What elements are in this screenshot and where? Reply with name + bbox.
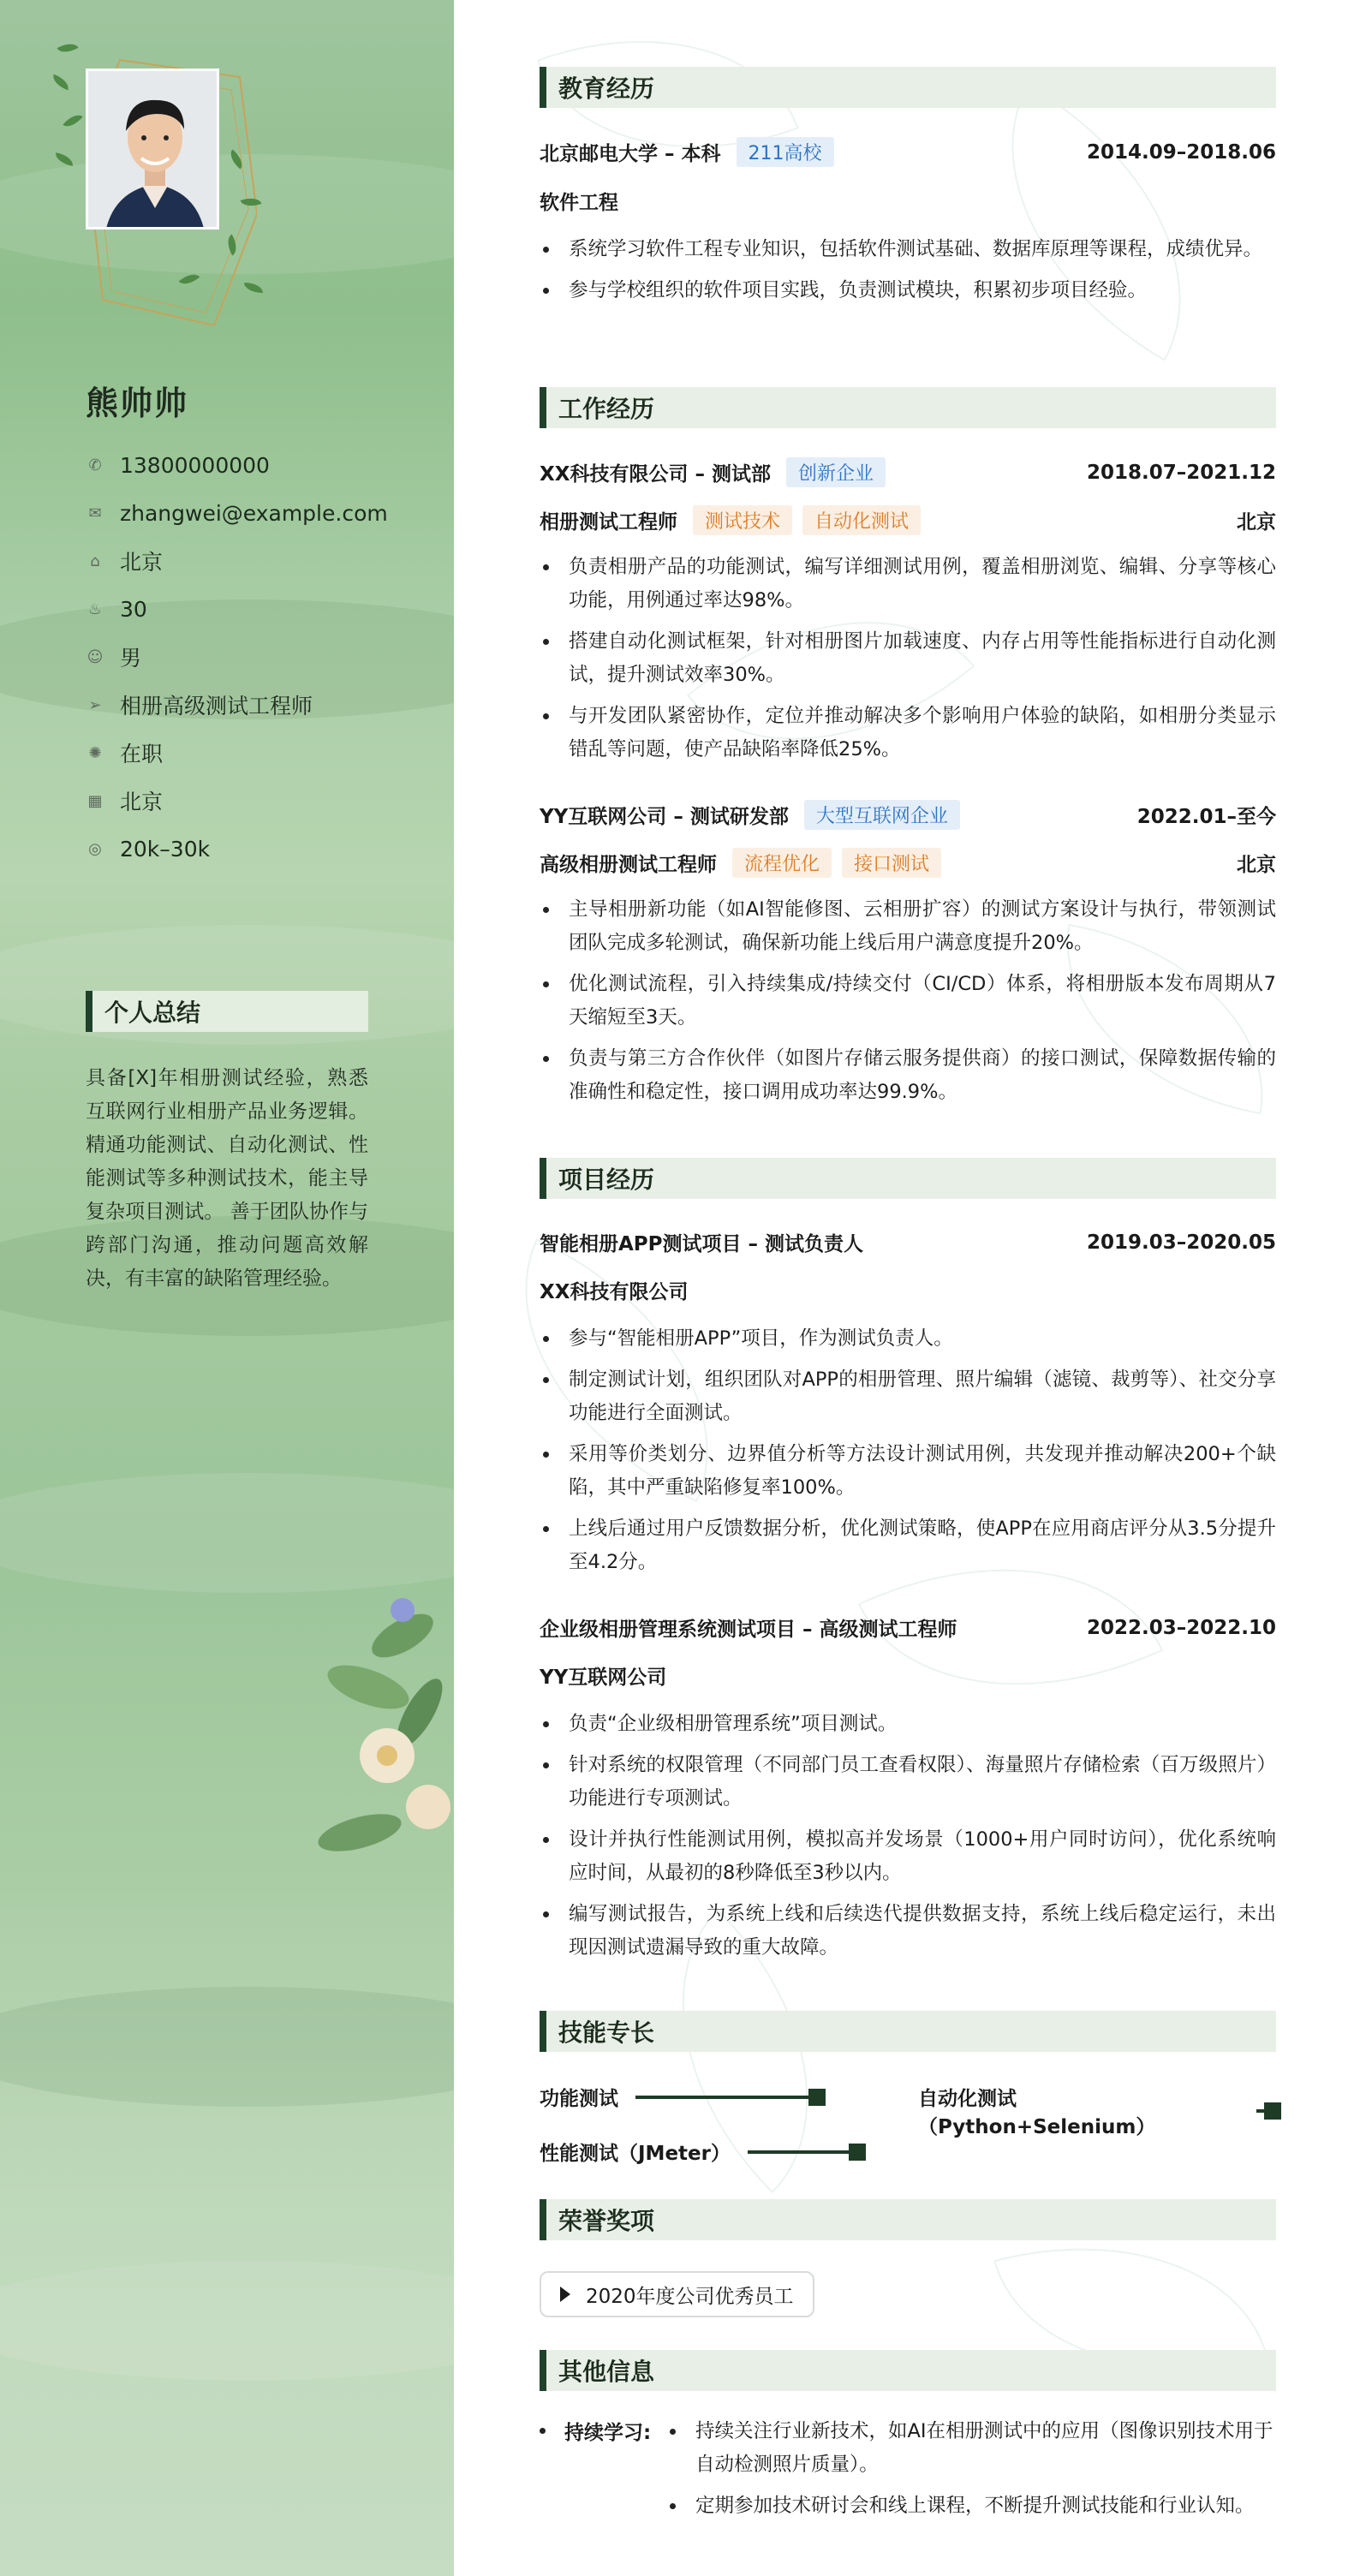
list-item: 系统学习软件工程专业知识，包括软件测试基础、数据库原理等课程，成绩优异。 — [540, 233, 1276, 266]
other-heading: 其他信息 — [540, 2350, 1276, 2391]
skill-level-bar — [748, 2150, 861, 2154]
skill-knob — [1264, 2102, 1281, 2120]
list-item: 负责相册产品的功能测试，编写详细测试用例，覆盖相册浏览、编辑、分享等核心功能，用例通过率达98%。 — [540, 551, 1276, 617]
job-bullets — [540, 551, 1276, 774]
building-icon: ▦ — [87, 791, 103, 810]
flower-decoration-icon — [308, 1584, 454, 1867]
leaf-icon — [57, 39, 78, 57]
job-company-row — [540, 800, 1276, 830]
job-company: XX科技有限公司 – 测试部 — [540, 463, 771, 486]
skills-heading: 技能专长 — [540, 2011, 1276, 2052]
leaf-icon — [51, 75, 72, 91]
contact-info-list — [86, 441, 388, 873]
role-tag: 自动化测试 — [802, 505, 921, 535]
education-heading: 教育经历 — [540, 67, 1276, 108]
job-date: 2022.01–至今 — [1136, 806, 1276, 828]
job-bullets — [540, 893, 1276, 1117]
skill-item — [540, 2138, 861, 2166]
summary-text: 具备[X]年相册测试经验，熟悉互联网行业相册产品业务逻辑。 精通功能测试、自动化测试、性能测试等多种测试技术，能主导复杂项目测试。 善于团队协作与跨部门沟通，推动问题高效解决，有丰富的缺陷管理经验。 — [86, 1067, 368, 1290]
list-item: 主导相册新功能（如AI智能修图、云相册扩容）的测试方案设计与执行，带领测试团队完成多轮测试，确保新功能上线后用户满意度提升20%。 — [540, 893, 1276, 960]
project-date: 2022.03–2022.10 — [1086, 1616, 1276, 1639]
skill-level-bar — [1256, 2109, 1276, 2113]
avatar — [86, 69, 219, 230]
project-row — [540, 1613, 1276, 1642]
mail-icon: ✉ — [88, 504, 102, 522]
other-label: 持续学习: — [540, 2417, 651, 2445]
job-role: 高级相册测试工程师 — [540, 854, 717, 876]
list-item: 编写测试报告，为系统上线和后续迭代提供数据支持，系统上线后稳定运行，未出现因测试遗漏导致的重大故障。 — [540, 1898, 1276, 1965]
project-row — [540, 1228, 1276, 1256]
info-city: ▦ 北京 — [86, 777, 388, 825]
work-heading: 工作经历 — [540, 387, 1276, 428]
background-leaf — [942, 84, 1250, 361]
info-salary: ◎ 20k–30k — [86, 825, 388, 873]
skill-knob — [808, 2089, 826, 2106]
list-item: 负责“企业级相册管理系统”项目测试。 — [540, 1708, 1276, 1741]
send-icon: ➢ — [88, 695, 102, 714]
job-city: 北京 — [1237, 511, 1276, 534]
salary-icon: ◎ — [88, 839, 102, 858]
skill-level-bar — [635, 2096, 820, 2099]
texture-wave — [0, 2261, 454, 2381]
texture-wave — [0, 1987, 454, 2107]
school-name: 北京邮电大学 – 本科 — [540, 143, 721, 165]
job-company-row — [540, 457, 1276, 487]
job-company: YY互联网公司 – 测试研发部 — [540, 806, 789, 828]
info-gender: ☺ 男 — [86, 646, 142, 671]
list-item: 搭建自动化测试框架，针对相册图片加载速度、内存占用等性能指标进行自动化测试，提升测试效率30%。 — [540, 625, 1276, 692]
leaf-icon — [54, 152, 75, 166]
cake-icon: ♨ — [87, 599, 103, 618]
role-tag: 流程优化 — [732, 848, 832, 878]
list-item: 参与学校组织的软件项目实践，负责测试模块，积累初步项目经验。 — [540, 274, 1276, 307]
role-tag: 测试技术 — [693, 505, 792, 535]
job-role-row — [540, 505, 1276, 535]
project-bullets — [540, 1708, 1276, 1972]
list-item: 持续关注行业新技术，如AI在相册测试中的应用（图像识别技术用于自动检测照片质量）。 — [666, 2415, 1276, 2482]
list-item: 上线后通过用户反馈数据分析，优化测试策略，使APP在应用商店评分从3.5分提升至4.2分。 — [540, 1512, 1276, 1579]
info-status: ✺ 在职 — [86, 729, 388, 777]
skill-name: 功能测试 — [540, 2088, 618, 2110]
education-date: 2014.09–2018.06 — [1086, 140, 1276, 164]
list-item: 针对系统的权限管理（不同部门员工查看权限）、海量照片存储检索（百万级照片）功能进行专项测试。 — [540, 1749, 1276, 1816]
projects-heading: 项目经历 — [540, 1158, 1276, 1199]
skill-name: 性能测试（JMeter） — [540, 2143, 731, 2165]
skill-name: 自动化测试（Python+Selenium） — [918, 2088, 1156, 2138]
honor-label: 2020年度公司优秀员工 — [586, 2285, 794, 2308]
skill-knob — [849, 2144, 866, 2161]
play-triangle-icon — [560, 2287, 570, 2302]
list-item: 制定测试计划，组织团队对APP的相册管理、照片编辑（滤镜、裁剪等）、社交分享功能进行全面测试。 — [540, 1363, 1276, 1430]
skill-item — [918, 2083, 1276, 2139]
list-item: 优化测试流程，引入持续集成/持续交付（CI/CD）体系，将相册版本发布周期从7天缩短至3天。 — [540, 968, 1276, 1035]
list-item: 采用等价类划分、边界值分析等方法设计测试用例，共发现并推动解决200+个缺陷，其中严重缺陷修复率100%。 — [540, 1438, 1276, 1505]
education-major: 软件工程 — [540, 192, 618, 214]
company-tag: 大型互联网企业 — [804, 800, 960, 830]
sidebar — [0, 0, 454, 2576]
job-city: 北京 — [1237, 854, 1276, 876]
phone-icon: ✆ — [88, 456, 102, 474]
gender-icon: ☺ — [86, 647, 104, 666]
home-icon: ⌂ — [90, 552, 100, 570]
company-tag: 创新企业 — [786, 457, 886, 487]
project-company: XX科技有限公司 — [540, 1281, 689, 1303]
role-tag: 接口测试 — [842, 848, 941, 878]
list-item: 定期参加技术研讨会和线上课程，不断提升测试技能和行业认知。 — [666, 2490, 1276, 2523]
honor-item — [540, 2271, 814, 2317]
info-home: ⌂ 北京 — [86, 537, 388, 585]
project-date: 2019.03–2020.05 — [1086, 1231, 1276, 1254]
leaf-icon — [63, 110, 82, 132]
list-item: 与开发团队紧密协作，定位并推动解决多个影响用户体验的缺陷，如相册分类显示错乱等问题，使产品缺陷率降低25%。 — [540, 700, 1276, 766]
list-item: 设计并执行性能测试用例，模拟高并发场景（1000+用户同时访问），优化系统响应时间，从最初的8秒降低至3秒以内。 — [540, 1823, 1276, 1890]
project-company: YY互联网公司 — [540, 1667, 667, 1689]
status-icon: ✺ — [88, 743, 102, 762]
texture-wave — [0, 1473, 454, 1593]
project-name: 智能相册APP测试项目 – 测试负责人 — [540, 1233, 864, 1255]
project-bullets — [540, 1322, 1276, 1587]
education-row — [540, 137, 1276, 167]
info-age: ♨ 30 — [86, 585, 388, 633]
summary-heading: 个人总结 — [86, 991, 368, 1032]
list-item: 负责与第三方合作伙伴（如图片存储云服务提供商）的接口测试，保障数据传输的准确性和稳定性，接口调用成功率达99.9%。 — [540, 1042, 1276, 1109]
job-role-row — [540, 848, 1276, 878]
skill-item — [540, 2083, 820, 2111]
education-bullets — [540, 233, 1276, 315]
info-email: ✉ zhangwei@example.com — [86, 489, 388, 537]
profile-photo-group — [51, 26, 274, 334]
project-name: 企业级相册管理系统测试项目 – 高级测试工程师 — [540, 1619, 957, 1641]
profile-name: 熊帅帅 — [86, 385, 189, 422]
main-content — [454, 0, 1360, 2576]
info-position: ➢ 相册高级测试工程师 — [86, 681, 388, 729]
job-role: 相册测试工程师 — [540, 511, 677, 534]
info-phone: ✆ 13800000000 — [86, 441, 388, 489]
school-tag: 211高校 — [737, 137, 834, 167]
list-item: 参与“智能相册APP”项目，作为测试负责人。 — [540, 1322, 1276, 1356]
honors-heading: 荣誉奖项 — [540, 2199, 1276, 2240]
job-date: 2018.07–2021.12 — [1086, 461, 1276, 484]
other-list — [666, 2415, 1276, 2531]
